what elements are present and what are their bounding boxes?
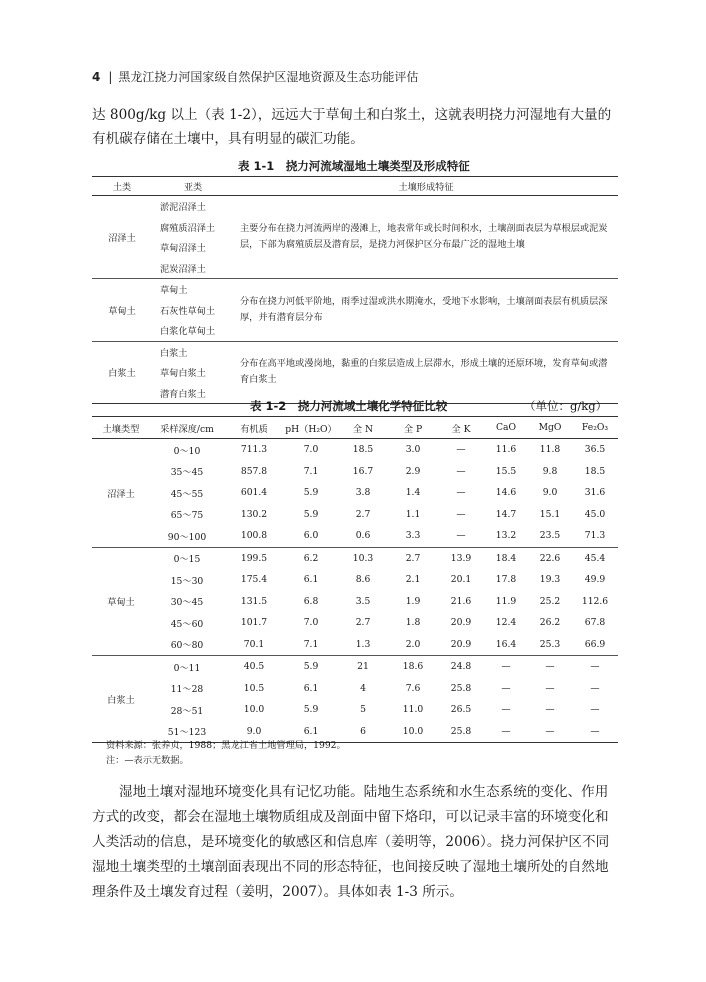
mgo-cell: 26.2 [539, 617, 561, 629]
formation-description: 分布在高平地或漫岗地，黏重的白浆层造成上层滞水，形成土壤的还原环境，发育草甸或潜育白浆土 [234, 341, 618, 404]
total-n-cell: 2.7 [355, 508, 371, 520]
header-total-k: 全 K [438, 417, 484, 439]
organic-matter-cell: 199.5 [224, 547, 284, 569]
mgo-cell: — [545, 725, 555, 737]
total-k-cell: 21.6 [450, 595, 472, 607]
cao-cell: 16.4 [495, 638, 517, 650]
header-separator: | [108, 70, 113, 84]
organic-matter-cell: 857.8 [240, 465, 268, 477]
ph-cell: 7.1 [303, 465, 319, 477]
fe2o3-cell: 112.6 [581, 595, 609, 607]
total-k-cell: 26.5 [450, 704, 472, 716]
ph-cell: 6.0 [303, 530, 319, 542]
cao-cell: — [484, 656, 528, 678]
page-number: 4 [92, 70, 101, 84]
total-n-cell: 4 [360, 682, 366, 694]
soil-chemistry-table [92, 416, 618, 743]
total-k-cell: 25.8 [450, 682, 472, 694]
total-p-cell: 18.6 [388, 656, 438, 678]
total-n-cell: 2.7 [355, 617, 371, 629]
total-p-cell: 11.0 [402, 704, 424, 716]
source-note: 资料来源：张养贞，1988；黑龙江省土地管理局，1992。 [106, 740, 346, 751]
header-mgo: MgO [528, 417, 572, 439]
mgo-cell: 11.8 [528, 439, 572, 461]
table-row [92, 439, 618, 461]
total-p-cell: 2.1 [405, 574, 421, 586]
paragraph-2: 湿地土壤对湿地环境变化具有记忆功能。陆地生态系统和水生态系统的变化、作用方式的改变，都会在湿地土壤物质组成及剖面中留下烙印，可以记录丰富的环境变化和人类活动的信息，是环境变化的敏感区和信息库（姜明等，2006）。挠力河保护区不同湿地土壤类型的土壤剖面表现出不同的形态特征，也间接反映了湿地土壤所处的自然地理条件及土壤发育过程（姜明，2007）。具体如表 1-3 所示。 [92, 784, 610, 900]
depth-cell: 30～45 [170, 597, 204, 609]
total-k-cell: 20.9 [450, 638, 472, 650]
fe2o3-cell: 66.9 [584, 638, 606, 650]
organic-matter-cell: 100.8 [240, 530, 268, 542]
table-row [92, 591, 618, 613]
paragraph-1: 达 800g/kg 以上（表 1-2），远远大于草甸土和白浆土，这就表明挠力河湿地有大量的有机碳存储在土壤中，具有明显的碳汇功能。 [92, 107, 612, 147]
table-row [92, 547, 618, 569]
cao-cell: 18.4 [484, 547, 528, 569]
total-k-cell: — [456, 530, 466, 542]
depth-cell: 65～75 [170, 510, 204, 522]
formation-description: 分布在挠力河低平阶地，雨季过湿或洪水期淹水，受地下水影响，土壤剖面表层有机质层深厚，并有潜育层分布 [234, 279, 618, 342]
total-n-cell: 3.5 [355, 595, 371, 607]
total-p-cell: 10.0 [402, 725, 424, 737]
ph-cell: 6.1 [303, 574, 319, 586]
ph-cell: 5.9 [303, 508, 319, 520]
subtype-cell: 草甸土 [152, 279, 234, 300]
cao-cell: 14.7 [495, 508, 517, 520]
total-p-cell: 7.6 [405, 682, 421, 694]
table-row [92, 461, 618, 483]
fe2o3-cell: — [590, 682, 600, 694]
mgo-cell: — [528, 656, 572, 678]
depth-cell: 90～100 [167, 531, 207, 543]
table-1-header-row [92, 177, 618, 196]
header-ph: pH（H₂O） [284, 417, 338, 439]
total-p-cell: 2.9 [405, 465, 421, 477]
ph-cell: 5.9 [303, 704, 319, 716]
total-n-cell: 18.5 [338, 439, 388, 461]
header-total-n: 全 N [338, 417, 388, 439]
ph-cell: 7.1 [303, 638, 319, 650]
fe2o3-cell: — [590, 704, 600, 716]
table-2-caption: 表 1-2 挠力河流域土壤化学特征比较 [250, 399, 448, 413]
cao-cell: — [501, 704, 511, 716]
subtype-cell: 泥炭沼泽土 [160, 263, 206, 275]
mgo-cell: 19.3 [539, 574, 561, 586]
subtype-cell: 草甸白浆土 [160, 368, 206, 380]
ph-cell: 6.2 [284, 547, 338, 569]
soil-type-cell: 沼泽土 [108, 233, 136, 244]
total-k-cell: 20.1 [450, 574, 472, 586]
organic-matter-cell: 601.4 [240, 487, 268, 499]
cao-cell: 14.6 [495, 487, 517, 499]
subtype-cell: 草甸沼泽土 [160, 243, 206, 255]
total-p-cell: 3.0 [388, 439, 438, 461]
total-n-cell: 10.3 [338, 547, 388, 569]
mgo-cell: 15.1 [539, 508, 561, 520]
organic-matter-cell: 131.5 [240, 595, 268, 607]
book-title: 黑龙江挠力河国家级自然保护区湿地资源及生态功能评估 [118, 70, 419, 84]
subtype-cell: 潜育白浆土 [160, 388, 206, 400]
table-row [92, 634, 618, 656]
organic-matter-cell: 40.5 [224, 656, 284, 678]
ph-cell: 6.8 [303, 595, 319, 607]
depth-cell: 0～11 [150, 656, 224, 678]
total-n-cell: 6 [360, 725, 366, 737]
soil-type-cell: 草甸土 [92, 279, 152, 342]
cao-cell: 17.8 [495, 574, 517, 586]
total-p-cell: 1.4 [405, 487, 421, 499]
depth-cell: 45～60 [170, 618, 204, 630]
mgo-cell: — [545, 704, 555, 716]
table-1-caption: 表 1-1 挠力河流域湿地土壤类型及形成特征 [238, 159, 470, 173]
organic-matter-cell: 10.5 [243, 682, 265, 694]
table-1-row [92, 196, 618, 217]
table-row [92, 656, 618, 678]
total-k-cell: 24.8 [438, 656, 484, 678]
fe2o3-cell: 67.8 [584, 617, 606, 629]
organic-matter-cell: 711.3 [224, 439, 284, 461]
mgo-cell: 25.2 [539, 595, 561, 607]
depth-cell: 0～15 [150, 547, 224, 569]
table-1-row [92, 279, 618, 300]
mgo-cell: — [545, 682, 555, 694]
subtype-cell: 淤泥沼泽土 [160, 202, 206, 214]
subtype-cell: 腐殖质沼泽土 [160, 222, 216, 234]
table-1-header-subtype: 亚类 [152, 177, 234, 196]
table-2-header-row [92, 417, 618, 439]
total-k-cell: — [438, 439, 484, 461]
total-p-cell: 1.1 [405, 508, 421, 520]
ph-cell: 6.1 [303, 682, 319, 694]
soil-types-table [92, 176, 618, 404]
fe2o3-cell: 49.9 [584, 574, 606, 586]
organic-matter-cell: 70.1 [243, 638, 265, 650]
depth-cell: 45～55 [170, 488, 204, 500]
total-n-cell: 21 [338, 656, 388, 678]
total-p-cell: 2.7 [388, 547, 438, 569]
subtype-cell: 石灰性草甸土 [160, 305, 216, 317]
total-k-cell: 25.8 [450, 725, 472, 737]
total-k-cell: 13.9 [438, 547, 484, 569]
mgo-cell: 23.5 [539, 530, 561, 542]
running-head [92, 68, 418, 85]
organic-matter-cell: 101.7 [240, 617, 268, 629]
depth-cell: 35～45 [170, 467, 204, 479]
header-organic-matter: 有机质 [224, 417, 284, 439]
ph-cell: 6.1 [303, 725, 319, 737]
total-k-cell: — [456, 465, 466, 477]
header-fe2o3: Fe₂O₃ [572, 417, 618, 439]
depth-cell: 28～51 [170, 705, 204, 717]
total-p-cell: 1.9 [405, 595, 421, 607]
table-2-body [92, 439, 618, 743]
fe2o3-cell: — [572, 656, 618, 678]
cao-cell: — [501, 682, 511, 694]
table-row [92, 678, 618, 700]
table-row [92, 569, 618, 591]
total-n-cell: 3.8 [355, 487, 371, 499]
formation-description: 主要分布在挠力河流两岸的漫滩上，地表常年或长时间积水，土壤剖面表层为草根层或泥炭层，下部为腐殖质层及潜育层，是挠力河保护区分布最广泛的湿地土壤 [240, 223, 608, 250]
ph-cell: 5.9 [284, 656, 338, 678]
ph-cell: 5.9 [303, 487, 319, 499]
fe2o3-cell: — [590, 725, 600, 737]
organic-matter-cell: 175.4 [240, 574, 268, 586]
total-k-cell: — [456, 508, 466, 520]
ph-cell: 7.0 [303, 617, 319, 629]
total-n-cell: 1.3 [355, 638, 371, 650]
cao-cell: 11.6 [484, 439, 528, 461]
table-1-row [92, 341, 618, 362]
depth-cell: 11～28 [170, 684, 204, 696]
table-row [92, 699, 618, 721]
subtype-cell: 白浆土 [152, 341, 234, 362]
table-1-header-type: 土类 [92, 177, 152, 196]
organic-matter-cell: 130.2 [240, 508, 268, 520]
depth-cell: 0～10 [150, 439, 224, 461]
no-data-note: 注：—表示无数据。 [106, 755, 189, 766]
total-k-cell: — [456, 487, 466, 499]
mgo-cell: 9.0 [542, 487, 558, 499]
cao-cell: 15.5 [495, 465, 517, 477]
fe2o3-cell: 45.0 [584, 508, 606, 520]
depth-cell: 60～80 [170, 640, 204, 652]
depth-cell: 15～30 [170, 575, 204, 587]
header-cao: CaO [484, 417, 528, 439]
total-n-cell: 16.7 [352, 465, 374, 477]
soil-type-cell: 草甸土 [92, 547, 150, 656]
fe2o3-cell: 36.5 [572, 439, 618, 461]
soil-type-cell: 沼泽土 [92, 439, 150, 548]
header-total-p: 全 P [388, 417, 438, 439]
mgo-cell: 25.3 [539, 638, 561, 650]
table-row [92, 612, 618, 634]
cao-cell: — [501, 725, 511, 737]
fe2o3-cell: 31.6 [584, 487, 606, 499]
fe2o3-cell: 18.5 [584, 465, 606, 477]
table-row [92, 504, 618, 526]
mgo-cell: 22.6 [528, 547, 572, 569]
table-2-unit: （单位：g/kg） [524, 399, 608, 413]
fe2o3-cell: 45.4 [572, 547, 618, 569]
total-p-cell: 1.8 [405, 617, 421, 629]
fe2o3-cell: 71.3 [584, 530, 606, 542]
cao-cell: 13.2 [495, 530, 517, 542]
total-k-cell: 20.9 [450, 617, 472, 629]
header-depth: 采样深度/cm [150, 417, 224, 439]
cao-cell: 12.4 [495, 617, 517, 629]
mgo-cell: 9.8 [542, 465, 558, 477]
total-n-cell: 5 [360, 704, 366, 716]
organic-matter-cell: 9.0 [246, 725, 262, 737]
total-p-cell: 3.3 [405, 530, 421, 542]
table-1-header-description: 土壤形成特征 [234, 177, 618, 196]
soil-type-cell: 白浆土 [92, 656, 150, 743]
depth-cell: 51～123 [167, 727, 207, 739]
total-n-cell: 0.6 [355, 530, 371, 542]
organic-matter-cell: 10.0 [243, 704, 265, 716]
total-n-cell: 8.6 [355, 574, 371, 586]
table-row [92, 482, 618, 504]
total-p-cell: 2.0 [405, 638, 421, 650]
header-soil-type: 土壤类型 [92, 417, 150, 439]
ph-cell: 7.0 [284, 439, 338, 461]
subtype-cell: 白浆化草甸土 [160, 326, 216, 338]
cao-cell: 11.9 [495, 595, 517, 607]
soil-type-cell: 白浆土 [92, 341, 152, 404]
table-row [92, 525, 618, 547]
